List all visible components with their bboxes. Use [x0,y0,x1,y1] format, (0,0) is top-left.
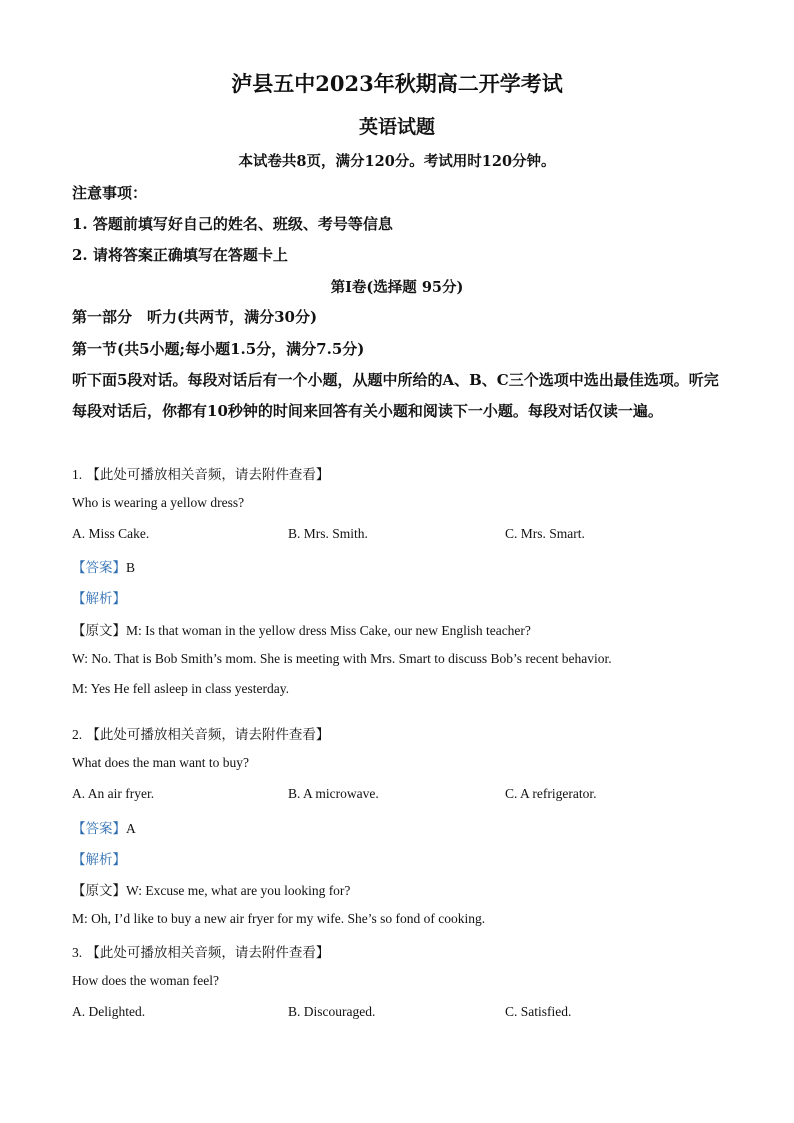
option-b: B. A microwave. [288,786,379,801]
option-b: B. Mrs. Smith. [288,526,368,541]
option-c: C. Satisfied. [505,1004,572,1019]
answer-label: 【答案】 [72,821,126,837]
answer-row [72,556,135,576]
question-2-audio [72,723,329,743]
transcript-text: W: Excuse me, what are you looking for? [126,883,351,898]
exam-title: 泸县五中2023年秋期高二开学考试 [231,71,563,96]
question-1-text: Who is wearing a yellow dress? [72,495,245,510]
answer-label: 【答案】 [72,560,126,576]
question-number: 3. [72,945,83,960]
question-number: 1. [72,467,83,482]
transcript-line [72,619,531,639]
question-3-text: How does the woman feel? [72,973,219,988]
part-heading: 第一部分 听力(共两节，满分30分) [72,308,318,326]
original-label: 【原文】 [72,623,126,639]
option-c: C. A refrigerator. [505,786,597,801]
note-item-2: 2. 请将答案正确填写在答题卡上 [72,246,288,264]
analysis-row [72,587,126,607]
audio-placeholder: 【此处可播放相关音频，请去附件查看】 [86,945,330,961]
analysis-row [72,848,126,868]
volume-heading: 第I卷(选择题 95分) [330,279,464,296]
transcript-line: M: Oh, I’d like to buy a new air fryer for my wife. She’s so fond of cooking. [72,911,486,926]
question-3-audio [72,941,329,961]
audio-placeholder: 【此处可播放相关音频，请去附件查看】 [86,727,330,743]
notes-heading: 注意事项： [72,184,148,202]
transcript-line: W: No. That is Bob Smith’s mom. She is meeting with Mrs. Smart to discuss Bob’s recent behavior. [72,651,612,666]
audio-placeholder: 【此处可播放相关音频，请去附件查看】 [86,467,330,483]
listening-instructions: 听下面5段对话。每段对话后有一个小题，从题中所给的A、B、C三个选项中选出最佳选项。听完每段对话后，你都有10秒钟的时间来回答有关小题和阅读下一小题。每段对话仅读一遍。 [72,371,719,420]
question-1-audio [72,463,329,483]
question-2-text: What does the man want to buy? [72,755,249,770]
answer-value: B [126,560,136,575]
option-a: A. An air fryer. [72,786,155,801]
original-label: 【原文】 [72,883,126,899]
answer-value: A [126,821,136,836]
transcript-line: M: Yes He fell asleep in class yesterday. [72,681,289,696]
section-heading: 第一节(共5小题;每小题1.5分，满分7.5分) [72,340,365,358]
analysis-label: 【解析】 [72,852,126,868]
analysis-label: 【解析】 [72,591,126,607]
question-number: 2. [72,727,83,742]
transcript-line [72,879,350,899]
answer-row [72,817,136,837]
note-item-1: 1. 答题前填写好自己的姓名、班级、考号等信息 [72,215,393,233]
option-b: B. Discouraged. [288,1004,376,1019]
option-a: A. Miss Cake. [72,526,150,541]
transcript-text: M: Is that woman in the yellow dress Miss Cake, our new English teacher? [126,623,531,638]
option-c: C. Mrs. Smart. [505,526,585,541]
subject-title: 英语试题 [358,116,435,138]
option-a: A. Delighted. [72,1004,146,1019]
exam-info: 本试卷共8页，满分120分。考试用时120分钟。 [238,153,556,170]
